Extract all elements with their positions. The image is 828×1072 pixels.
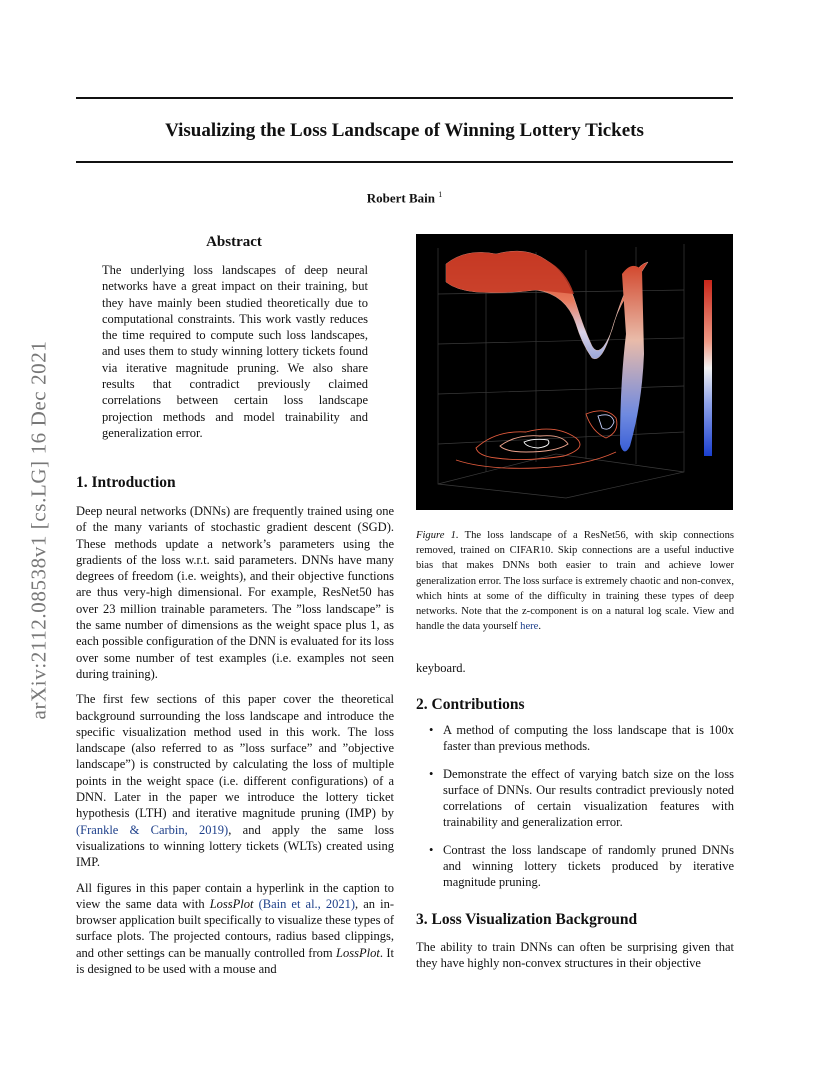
author-line — [76, 190, 733, 206]
intro-paragraph-1: Deep neural networks (DNNs) are frequently trained using one of the many variants of stochastic gradient descent (SGD). These methods update a network’s parameters using the gradients of the loss w.r.t. said parameters. DNNs have many degrees of freedom (i.e. weights), and their objective functions are thus very-high dimensional. For example, ResNet50 has over 23 million trainable parameters. The ”loss landscape” is the same number of dimensions as the weight space plus 1, as each possible configuration of the DNN is evaluated for its loss over some number of test examples (i.e. examples not seen during training). — [76, 504, 394, 681]
background-heading: 3. Loss Visualization Background — [416, 911, 638, 928]
figure-data-link[interactable]: here — [520, 621, 539, 633]
intro-paragraph-3: All figures in this paper contain a hyperlink in the caption to view the same data with LossPlot (Bain et al., 2021), an in-browser application built specifically to visualize these types of surface plots. The projected contours, radius based clippings, and other settings can be manually controlled from LossPlot. It is designed to be used with a mouse and — [76, 880, 395, 977]
figure-1-caption: Figure 1. The loss landscape of a ResNet56, with skip connections removed, trained on CIFAR10. Skip connections are a useful inductive bias that makes DNNs both easier to train and achieve lower generalization error. The loss surface is extremely chaotic and non-convex, which hints at some of the difficulty in training these types of deep networks. Note that the z-component is on a natural log scale. View and handle the data yourself here. — [416, 530, 734, 633]
contribution-item: • Contrast the loss landscape of randomly pruned DNNs and winning lottery tickets produced by iterative magnitude pruning. — [416, 842, 734, 891]
contributions-list — [416, 722, 734, 902]
citation-bain[interactable]: (Bain et al., 2021) — [258, 896, 356, 911]
figure-1-image — [416, 234, 733, 510]
figure-label: Figure 1. — [416, 530, 459, 541]
arxiv-id: arXiv:2112.08538v1 [cs.LG] 16 Dec 2021 — [26, 340, 51, 720]
affiliation-mark: 1 — [438, 190, 443, 199]
loss-surface-plot — [416, 234, 733, 510]
lossplot-name: LossPlot — [209, 896, 254, 911]
intro-heading: 1. Introduction — [76, 474, 176, 491]
author-name: Robert Bain — [366, 190, 435, 206]
floor-contours — [456, 411, 617, 469]
paper-title: Visualizing the Loss Landscape of Winning Lottery Tickets — [165, 120, 644, 141]
contribution-item: • A method of computing the loss landscape that is 100x faster than previous methods. — [416, 722, 734, 755]
abstract-heading: Abstract — [206, 234, 262, 250]
citation-frankle[interactable]: (Frankle & Carbin, 2019) — [76, 822, 229, 837]
intro-paragraph-2: The first few sections of this paper cover the theoretical background surrounding the loss landscape and introduce the specific visualization method used in this work. The loss landscape (also referred to as ”loss surface” and ”objective landscape”) is constructed by calculating the loss of multiple points in the weight space (i.e. different configurations) of a DNN. Later in the paper we introduce the lottery ticket hypothesis (LTH) and iterative magnitude pruning (IMP) by (Frankle & Carbin, 2019), and apply the same loss visualizations to winning lottery tickets (WLTs) created using IMP. — [76, 692, 394, 870]
title-rule — [76, 161, 733, 163]
contributions-heading: 2. Contributions — [416, 696, 525, 713]
background-text: The ability to train DNNs can often be surprising given that they have highly non-convex structures in their objective — [416, 940, 734, 971]
arxiv-stamp — [18, 296, 60, 764]
intro-body — [76, 503, 394, 986]
lossplot-name-2: LossPlot — [336, 945, 380, 960]
top-rule — [76, 97, 733, 99]
intro-continuation: keyboard. — [416, 661, 466, 675]
colorbar — [704, 280, 712, 456]
abstract-text: The underlying loss landscapes of deep neural networks have a great impact on their training, but they have mainly been studied theoretically due to computational constraints. This work vastly reduces the time required to compute such loss landscapes, and uses them to study winning lottery tickets found via iterative magnitude pruning. We also share results that contradict previously claimed correlations between certain loss landscape projection methods and model trainability and generalization error. — [102, 263, 368, 440]
contribution-item: • Demonstrate the effect of varying batch size on the loss surface of DNNs. Our results contradict previously noted correlations of certain visualization features with trainability and generalization error. — [416, 766, 734, 831]
